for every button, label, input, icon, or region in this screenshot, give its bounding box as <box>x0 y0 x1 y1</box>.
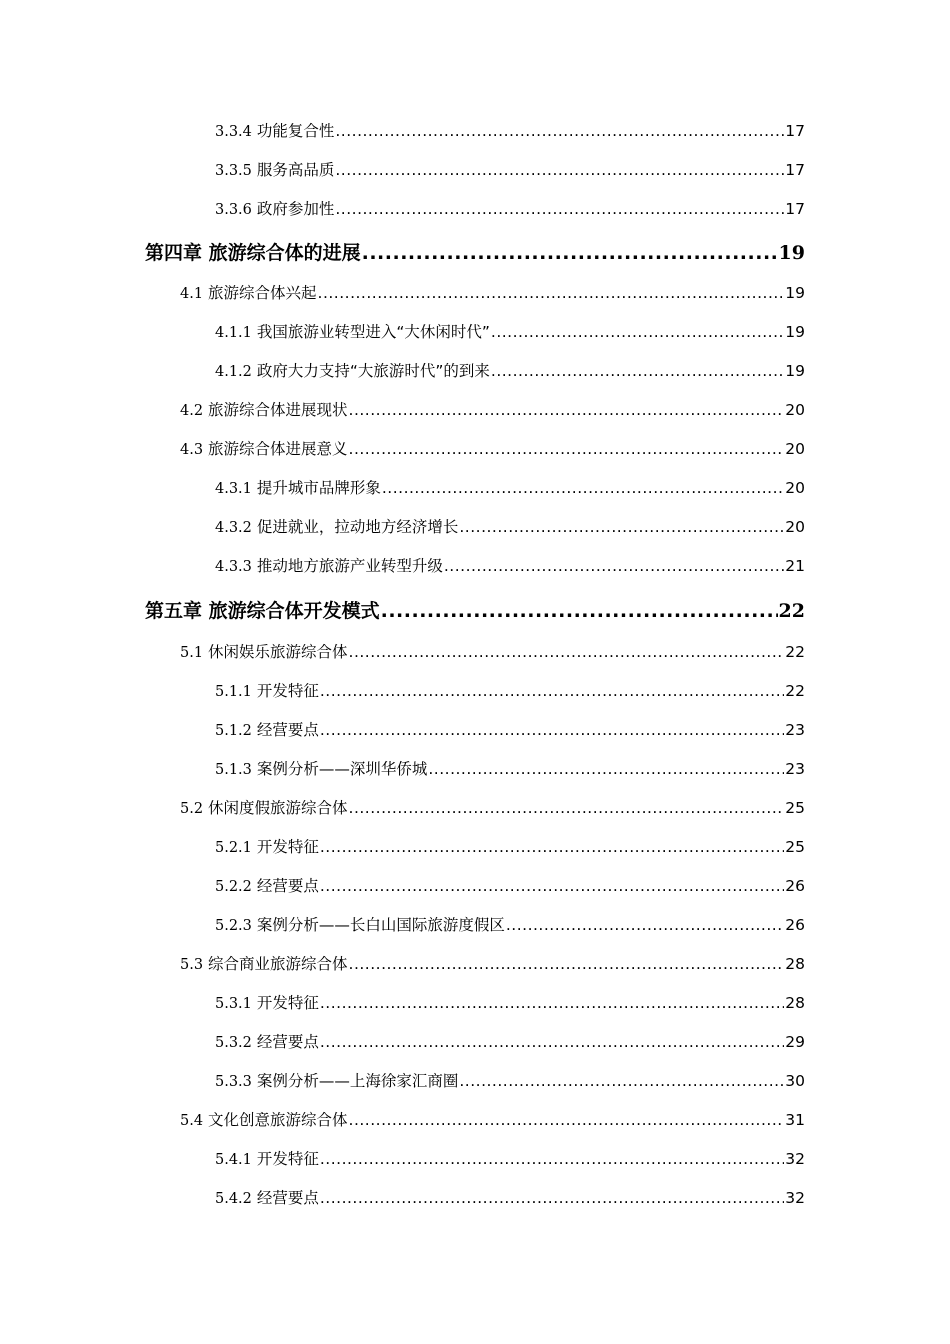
toc-entry-text: 我国旅游业转型进入“大休闲时代” <box>256 323 490 341</box>
toc-entry-text: 经营要点 <box>256 721 319 739</box>
toc-entry-number: 3.3.5 <box>215 163 252 179</box>
toc-section-entry[interactable] <box>215 476 805 498</box>
toc-dot-leader <box>320 682 784 700</box>
toc-page-number: 28 <box>785 955 805 973</box>
toc-page-number: 22 <box>785 682 805 700</box>
toc-dot-leader <box>320 1150 784 1168</box>
toc-entry-title <box>180 640 348 662</box>
toc-entry-text: 促进就业，拉动地方经济增长 <box>256 518 459 536</box>
toc-entry-number: 5.1.1 <box>215 684 252 700</box>
toc-entry-title <box>180 437 348 459</box>
toc-entry-number: 4.3 <box>180 442 204 458</box>
toc-entry-number: 5.1.2 <box>215 723 252 739</box>
toc-entry-text: 政府参加性 <box>256 200 335 218</box>
toc-chapter-entry[interactable] <box>145 238 805 264</box>
toc-page-number: 25 <box>785 799 805 817</box>
toc-page-number: 20 <box>785 440 805 458</box>
toc-entry-text: 开发特征 <box>256 838 319 856</box>
toc-page-number: 26 <box>785 877 805 895</box>
toc-dot-leader <box>320 1033 784 1051</box>
toc-entry-title <box>145 238 361 264</box>
toc-dot-leader <box>320 877 784 895</box>
toc-section-entry[interactable] <box>215 554 805 576</box>
toc-entry-text: 综合商业旅游综合体 <box>208 955 348 973</box>
toc-page-number: 22 <box>785 643 805 661</box>
toc-entry-title <box>215 718 319 740</box>
toc-entry-text: 经营要点 <box>256 877 319 895</box>
toc-page-number: 21 <box>785 557 805 575</box>
toc-page-number: 30 <box>785 1072 805 1090</box>
toc-section-entry[interactable] <box>215 718 805 740</box>
toc-page-number: 31 <box>785 1111 805 1129</box>
toc-dot-leader <box>320 994 784 1012</box>
toc-entry-text: 经营要点 <box>256 1189 319 1207</box>
toc-entry-text: 服务高品质 <box>256 161 335 179</box>
toc-page-number: 22 <box>778 600 805 622</box>
toc-section-entry[interactable] <box>215 1186 805 1208</box>
toc-entry-title <box>215 320 490 342</box>
toc-entry-number: 4.3.3 <box>215 559 252 575</box>
toc-entry-text: 第四章 旅游综合体的进展 <box>145 242 361 264</box>
toc-dot-leader <box>491 362 784 380</box>
toc-dot-leader <box>349 955 785 973</box>
toc-chapter-entry[interactable] <box>145 596 805 622</box>
toc-entry-title <box>215 158 334 180</box>
toc-entry-number: 4.1.2 <box>215 364 252 380</box>
toc-dot-leader <box>381 600 778 622</box>
toc-dot-leader <box>318 284 785 302</box>
toc-dot-leader <box>459 1072 784 1090</box>
toc-entry-number: 5.2.2 <box>215 879 252 895</box>
toc-entry-title <box>145 596 380 622</box>
toc-page-number: 26 <box>785 916 805 934</box>
toc-entry-title <box>215 991 319 1013</box>
toc-dot-leader <box>459 518 784 536</box>
toc-entry-title <box>215 515 458 537</box>
toc-page-number: 19 <box>778 242 805 264</box>
toc-entry-number: 4.1.1 <box>215 325 252 341</box>
toc-entry-text: 旅游综合体进展意义 <box>208 440 348 458</box>
toc-section-entry[interactable] <box>215 913 805 935</box>
toc-page-number: 17 <box>785 200 805 218</box>
toc-page-number: 32 <box>785 1189 805 1207</box>
toc-entry-number: 5.4 <box>180 1113 204 1129</box>
toc-section-entry[interactable] <box>215 1069 805 1091</box>
toc-entry-text: 旅游综合体进展现状 <box>208 401 348 419</box>
toc-entry-number: 5.2.1 <box>215 840 252 856</box>
toc-entry-number: 3.3.4 <box>215 124 252 140</box>
toc-section-entry[interactable] <box>215 991 805 1013</box>
toc-entry-title <box>215 1147 319 1169</box>
toc-section-entry[interactable] <box>215 158 805 180</box>
toc-entry-title <box>180 1108 348 1130</box>
toc-entry-number: 5.1.3 <box>215 762 252 778</box>
toc-dot-leader <box>444 557 784 575</box>
toc-page-number: 19 <box>785 362 805 380</box>
toc-dot-leader <box>362 242 778 264</box>
toc-entry-number: 5.3.1 <box>215 996 252 1012</box>
toc-entry-text: 文化创意旅游综合体 <box>208 1111 348 1129</box>
toc-entry-text: 案例分析——上海徐家汇商圈 <box>256 1072 459 1090</box>
toc-entry-text: 功能复合性 <box>256 122 335 140</box>
toc-page-number: 19 <box>785 284 805 302</box>
toc-entry-title <box>215 1069 458 1091</box>
toc-section-entry[interactable] <box>180 1108 805 1130</box>
toc-entry-number: 5.2 <box>180 801 204 817</box>
toc-section-entry[interactable] <box>180 640 805 662</box>
toc-entry-number: 4.1 <box>180 286 204 302</box>
toc-section-entry[interactable] <box>215 835 805 857</box>
toc-dot-leader <box>335 122 784 140</box>
toc-entry-number: 4.3.2 <box>215 520 252 536</box>
toc-entry-number: 3.3.6 <box>215 202 252 218</box>
toc-entry-title <box>215 679 319 701</box>
toc-page-number: 25 <box>785 838 805 856</box>
toc-entry-title <box>215 359 490 381</box>
toc-entry-text: 开发特征 <box>256 994 319 1012</box>
toc-entry-text: 案例分析——深圳华侨城 <box>256 760 428 778</box>
toc-entry-text: 开发特征 <box>256 1150 319 1168</box>
toc-entry-number: 5.4.1 <box>215 1152 252 1168</box>
toc-entry-title <box>180 796 348 818</box>
toc-section-entry[interactable] <box>215 359 805 381</box>
toc-entry-number: 5.1 <box>180 645 204 661</box>
toc-dot-leader <box>349 401 785 419</box>
toc-dot-leader <box>349 440 785 458</box>
toc-section-entry[interactable] <box>215 1147 805 1169</box>
toc-entry-text: 休闲度假旅游综合体 <box>208 799 348 817</box>
toc-entry-text: 提升城市品牌形象 <box>256 479 381 497</box>
toc-dot-leader <box>320 838 784 856</box>
toc-entry-text: 推动地方旅游产业转型升级 <box>256 557 443 575</box>
toc-dot-leader <box>335 161 784 179</box>
toc-section-entry[interactable] <box>180 952 805 974</box>
toc-entry-number: 4.2 <box>180 403 204 419</box>
toc-entry-title <box>215 1030 319 1052</box>
toc-entry-title <box>215 874 319 896</box>
toc-entry-number: 5.3 <box>180 957 204 973</box>
toc-section-entry[interactable] <box>215 119 805 141</box>
toc-dot-leader <box>382 479 784 497</box>
toc-entry-text: 经营要点 <box>256 1033 319 1051</box>
toc-entry-number: 5.2.3 <box>215 918 252 934</box>
toc-entry-title <box>180 281 317 303</box>
toc-dot-leader <box>320 721 784 739</box>
toc-dot-leader <box>320 1189 784 1207</box>
toc-dot-leader <box>349 1111 785 1129</box>
toc-section-entry[interactable] <box>215 197 805 219</box>
toc-entry-title <box>215 197 334 219</box>
toc-page-number: 20 <box>785 518 805 536</box>
toc-page-number: 20 <box>785 479 805 497</box>
toc-entry-text: 开发特征 <box>256 682 319 700</box>
toc-section-entry[interactable] <box>215 679 805 701</box>
toc-entry-title <box>180 952 348 974</box>
toc-entry-title <box>215 835 319 857</box>
toc-entry-text: 政府大力支持“大旅游时代”的到来 <box>256 362 490 380</box>
toc-entry-title <box>180 398 348 420</box>
toc-entry-title <box>215 757 427 779</box>
toc-section-entry[interactable] <box>215 874 805 896</box>
toc-section-entry[interactable] <box>215 1030 805 1052</box>
toc-entry-text: 休闲娱乐旅游综合体 <box>208 643 348 661</box>
toc-page-number: 23 <box>785 760 805 778</box>
toc-dot-leader <box>349 799 785 817</box>
toc-entry-title <box>215 554 443 576</box>
toc-section-entry[interactable] <box>180 398 805 420</box>
toc-entry-text: 第五章 旅游综合体开发模式 <box>145 600 380 622</box>
toc-entry-number: 4.3.1 <box>215 481 252 497</box>
toc-entry-number: 5.4.2 <box>215 1191 252 1207</box>
toc-dot-leader <box>506 916 784 934</box>
toc-entry-text: 案例分析——长白山国际旅游度假区 <box>256 916 505 934</box>
toc-page-number: 17 <box>785 161 805 179</box>
toc-page-number: 17 <box>785 122 805 140</box>
toc-dot-leader <box>349 643 785 661</box>
toc-page-number: 19 <box>785 323 805 341</box>
toc-page-number: 32 <box>785 1150 805 1168</box>
toc-entry-number: 5.3.3 <box>215 1074 252 1090</box>
toc-dot-leader <box>335 200 784 218</box>
toc-page-number: 29 <box>785 1033 805 1051</box>
toc-page-number: 23 <box>785 721 805 739</box>
toc-section-entry[interactable] <box>215 320 805 342</box>
toc-section-entry[interactable] <box>215 757 805 779</box>
toc-page-number: 20 <box>785 401 805 419</box>
toc-entry-title <box>215 1186 319 1208</box>
toc-entry-number: 5.3.2 <box>215 1035 252 1051</box>
toc-entry-title <box>215 119 334 141</box>
toc-entry-title <box>215 476 381 498</box>
toc-page-number: 28 <box>785 994 805 1012</box>
toc-section-entry[interactable] <box>180 796 805 818</box>
toc-dot-leader <box>428 760 784 778</box>
toc-section-entry[interactable] <box>180 437 805 459</box>
toc-section-entry[interactable] <box>215 515 805 537</box>
toc-dot-leader <box>491 323 784 341</box>
toc-entry-text: 旅游综合体兴起 <box>208 284 317 302</box>
toc-section-entry[interactable] <box>180 281 805 303</box>
toc-entry-title <box>215 913 505 935</box>
